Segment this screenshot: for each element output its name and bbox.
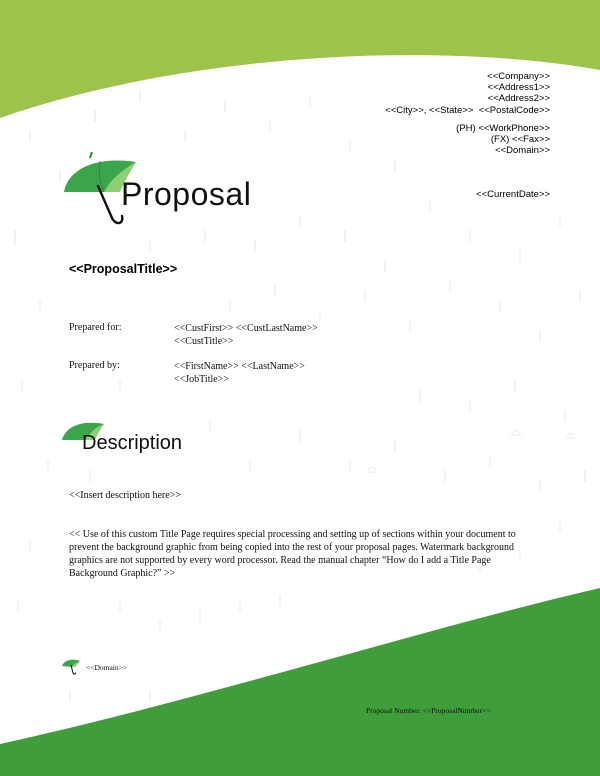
- prepared-for-value: [174, 322, 318, 348]
- address-line-2: <<Address2>>: [487, 93, 550, 105]
- postal-code: <<PostalCode>>: [478, 104, 550, 116]
- city-state-postal: [385, 105, 550, 116]
- umbrella-footer-icon: [61, 658, 81, 676]
- instruction-paragraph: << Use of this custom Title Page requires special processing and setting up of sections within your document to prevent the background graphic from being copied into the rest of your proposal pages. Watermark background graphics are not supported by every word processor. Read the manual chapter “How do I add a Title Page Background Graphic?” >>: [69, 529, 516, 579]
- footer-domain: <<Domain>>: [86, 663, 128, 672]
- description-heading: Description: [82, 432, 183, 454]
- customer-title: <<CustTitle>>: [174, 336, 234, 347]
- address-line-1: <<Address1>>: [487, 82, 550, 94]
- current-date: <<CurrentDate>>: [476, 189, 550, 200]
- bottom-green-band: [0, 588, 600, 776]
- proposal-heading: Proposal: [121, 176, 252, 212]
- prepared-by-value: [174, 360, 305, 386]
- work-phone: (PH) <<WorkPhone>>: [456, 122, 550, 134]
- prepared-for-label: Prepared for:: [69, 322, 122, 333]
- proposal-title: <<ProposalTitle>>: [69, 262, 178, 276]
- company-name: <<Company>>: [487, 71, 550, 82]
- company-address-block: [385, 71, 550, 156]
- fax: (FX) <<Fax>>: [490, 134, 550, 146]
- author-name: <<FirstName>> <<LastName>>: [174, 361, 305, 372]
- header-domain: <<Domain>>: [495, 145, 550, 157]
- proposal-number: Proposal Number: <<ProposalNumber>>: [366, 706, 491, 715]
- city-state: <<City>>, <<State>>: [385, 104, 474, 116]
- prepared-by-label: Prepared by:: [69, 360, 120, 371]
- rain-splashes: [366, 430, 576, 472]
- description-placeholder: <<Insert description here>>: [69, 490, 181, 501]
- customer-name: <<CustFirst>> <<CustLastName>>: [174, 323, 318, 334]
- author-title: <<JobTitle>>: [174, 374, 229, 385]
